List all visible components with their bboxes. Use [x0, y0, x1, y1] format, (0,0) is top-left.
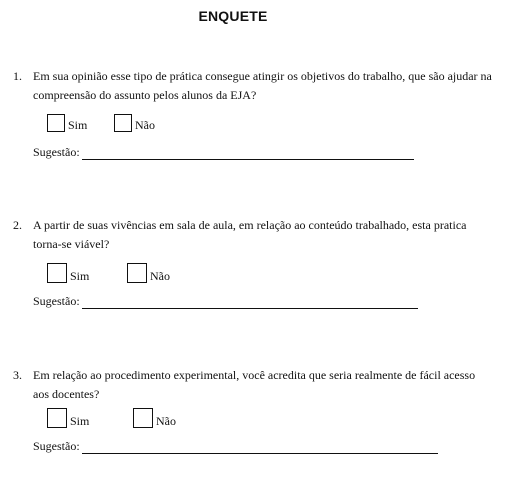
option-yes — [47, 114, 87, 132]
yes-label: Sim — [70, 269, 90, 283]
no-label: Não — [135, 118, 155, 132]
no-checkbox[interactable] — [133, 408, 153, 428]
option-yes — [47, 263, 89, 283]
no-checkbox[interactable] — [114, 114, 132, 132]
answer-options — [13, 263, 493, 285]
answer-options — [13, 114, 493, 136]
yes-checkbox[interactable] — [47, 114, 65, 132]
suggestion-input-line[interactable] — [82, 295, 418, 309]
question-number: 3. — [13, 368, 22, 382]
question-3-text-block — [13, 366, 493, 404]
survey-title: ENQUETE — [198, 8, 268, 24]
no-checkbox[interactable] — [127, 263, 147, 283]
suggestion-row — [33, 439, 493, 454]
question-number: 1. — [13, 69, 22, 83]
question-text: Em sua opinião esse tipo de prática consegue atingir os objetivos do trabalho, que são ajudar na compreensão do assunto pelos alunos da EJA? — [33, 69, 492, 102]
option-no — [127, 263, 170, 283]
suggestion-row — [33, 294, 493, 309]
question-text: Em relação ao procedimento experimental, você acredita que seria realmente de fácil acesso aos docentes? — [33, 368, 476, 401]
yes-label: Sim — [70, 414, 90, 428]
option-no — [133, 408, 176, 428]
suggestion-input-line[interactable] — [82, 440, 438, 454]
yes-checkbox[interactable] — [47, 408, 67, 428]
yes-label: Sim — [68, 118, 88, 132]
question-2 — [13, 216, 493, 309]
suggestion-label: Sugestão: — [33, 294, 80, 308]
question-text: A partir de suas vivências em sala de aula, em relação ao conteúdo trabalhado, esta pratica torna-se viável? — [33, 218, 467, 251]
no-label: Não — [150, 269, 170, 283]
yes-checkbox[interactable] — [47, 263, 67, 283]
question-1-text-block — [13, 67, 493, 105]
suggestion-label: Sugestão: — [33, 439, 80, 453]
no-label: Não — [156, 414, 176, 428]
question-2-text-block — [13, 216, 493, 254]
question-3 — [13, 366, 493, 454]
suggestion-row — [33, 145, 493, 160]
question-number: 2. — [13, 218, 22, 232]
suggestion-input-line[interactable] — [82, 146, 414, 160]
suggestion-label: Sugestão: — [33, 145, 80, 159]
question-1 — [13, 67, 493, 160]
answer-options — [13, 408, 493, 430]
option-no — [114, 114, 155, 132]
option-yes — [47, 408, 89, 428]
